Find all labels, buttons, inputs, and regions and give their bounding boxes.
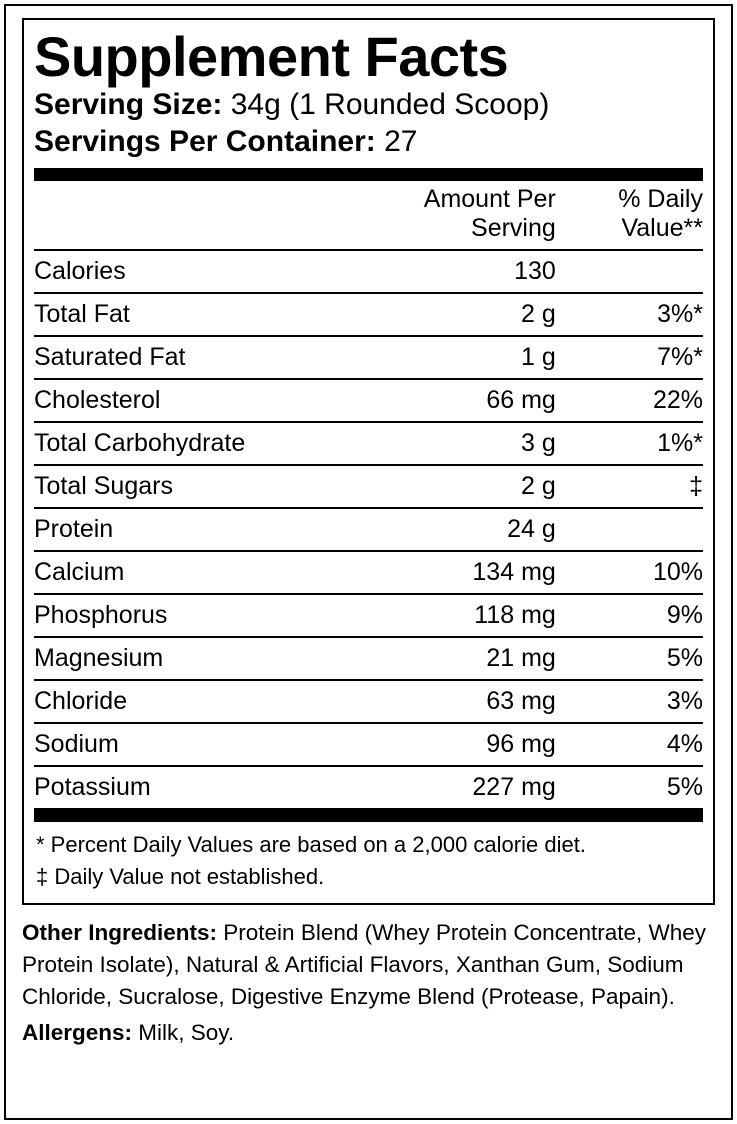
table-row (34, 293, 703, 336)
table-row (34, 465, 703, 508)
table-row (34, 766, 703, 808)
servings-per-container-value: 27 (384, 124, 418, 158)
footnote-not-established: ‡ Daily Value not established. (36, 863, 325, 889)
row-amount: 66 mg (355, 379, 556, 422)
allergens (22, 1017, 715, 1049)
table-row (34, 422, 703, 465)
table-row (34, 508, 703, 551)
allergens-text: Milk, Soy. (132, 1019, 235, 1045)
row-name: Phosphorus (34, 594, 355, 637)
row-amount: 1 g (355, 336, 556, 379)
row-dv: 3%* (556, 293, 703, 336)
other-ingredients (22, 917, 715, 1013)
row-name: Saturated Fat (34, 336, 355, 379)
header-amount-per-serving: Amount Per Serving (423, 185, 556, 243)
row-dv: ‡ (556, 465, 703, 508)
row-name: Potassium (34, 766, 355, 808)
divider-thick-bottom (34, 808, 703, 822)
row-name: Calories (34, 250, 355, 293)
row-dv (556, 250, 703, 293)
servings-per-container-line (34, 124, 703, 161)
row-name: Total Fat (34, 293, 355, 336)
row-dv: 4% (556, 723, 703, 766)
row-amount: 2 g (355, 465, 556, 508)
footnotes (36, 830, 701, 891)
row-amount: 3 g (355, 422, 556, 465)
other-ingredients-text: Protein Blend (Whey Protein Concentrate, Whey Protein Isolate), Natural & Artificial Flavors, Xanthan Gum, Sodium Chloride, Sucralose, Digestive Enzyme Blend (Protease, Papain). (22, 919, 707, 1009)
facts-box (22, 18, 715, 905)
footnote-daily-value: * Percent Daily Values are based on a 2,000 calorie diet. (36, 832, 586, 858)
nutrition-table (34, 181, 703, 808)
row-name: Chloride (34, 680, 355, 723)
serving-size-value: 34g (1 Rounded Scoop) (230, 88, 550, 122)
table-row (34, 723, 703, 766)
row-amount: 24 g (355, 508, 556, 551)
row-dv: 10% (556, 551, 703, 594)
row-name: Protein (34, 508, 355, 551)
row-amount: 130 (355, 250, 556, 293)
row-dv: 9% (556, 594, 703, 637)
table-header-row (34, 181, 703, 250)
table-row (34, 250, 703, 293)
page-title: Supplement Facts (34, 25, 509, 88)
row-name: Total Sugars (34, 465, 355, 508)
row-name: Cholesterol (34, 379, 355, 422)
table-row (34, 551, 703, 594)
allergens-label: Allergens: (22, 1019, 133, 1045)
table-row (34, 594, 703, 637)
row-amount: 134 mg (355, 551, 556, 594)
other-ingredients-label: Other Ingredients: (22, 919, 218, 945)
row-amount: 21 mg (355, 637, 556, 680)
row-amount: 118 mg (355, 594, 556, 637)
row-amount: 63 mg (355, 680, 556, 723)
row-dv (556, 508, 703, 551)
row-amount: 2 g (355, 293, 556, 336)
row-name: Magnesium (34, 637, 355, 680)
serving-size-label: Serving Size: (34, 88, 223, 122)
header-daily-value: % Daily Value** (618, 185, 703, 243)
table-row (34, 336, 703, 379)
row-name: Total Carbohydrate (34, 422, 355, 465)
divider-thick-top (34, 168, 703, 181)
table-row (34, 637, 703, 680)
header-blank (34, 181, 355, 250)
table-row (34, 379, 703, 422)
row-name: Calcium (34, 551, 355, 594)
row-dv: 3% (556, 680, 703, 723)
row-dv: 5% (556, 637, 703, 680)
row-amount: 96 mg (355, 723, 556, 766)
row-dv: 7%* (556, 336, 703, 379)
row-amount: 227 mg (355, 766, 556, 808)
row-dv: 5% (556, 766, 703, 808)
row-dv: 1%* (556, 422, 703, 465)
table-row (34, 680, 703, 723)
row-name: Sodium (34, 723, 355, 766)
servings-per-container-label: Servings Per Container: (34, 124, 376, 158)
serving-size-line (34, 87, 703, 124)
row-dv: 22% (556, 379, 703, 422)
supplement-facts-panel (4, 4, 733, 1120)
